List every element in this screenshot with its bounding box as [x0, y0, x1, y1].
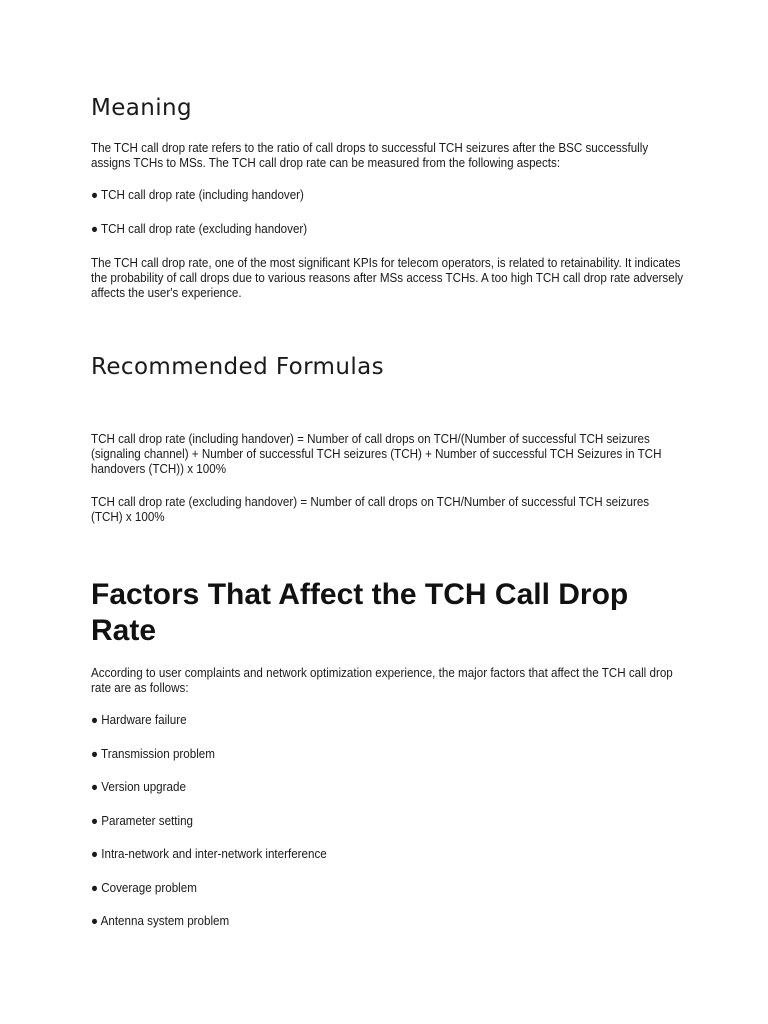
aspect-including-handover: ● TCH call drop rate (including handover)	[91, 188, 304, 202]
factor-item: ● Version upgrade	[91, 780, 186, 794]
meaning-intro: The TCH call drop rate refers to the ratio of call drops to successful TCH seizures after the BSC successfully assigns TCHs to MSs. The TCH call drop rate can be measured from the following aspects:	[91, 141, 649, 170]
factor-item: ● Antenna system problem	[91, 914, 230, 928]
factor-item: ● Coverage problem	[91, 881, 197, 895]
factor-item: ● Parameter setting	[91, 814, 194, 828]
factor-item: ● Hardware failure	[91, 713, 187, 727]
aspect-excluding-handover: ● TCH call drop rate (excluding handover)	[91, 222, 308, 236]
factor-item: ● Intra-network and inter-network interference	[91, 847, 327, 861]
factor-item: ● Transmission problem	[91, 747, 215, 761]
formula-excluding-handover: TCH call drop rate (excluding handover) = Number of call drops on TCH/Number of successful TCH seizures (TCH) x 100%	[91, 495, 650, 524]
meaning-description: The TCH call drop rate, one of the most significant KPIs for telecom operators, is related to retainability. It indicates the probability of call drops due to various reasons after MSs access TCHs. A too high TCH call drop rate adversely affects the user's experience.	[91, 256, 684, 300]
formula-including-handover: TCH call drop rate (including handover) = Number of call drops on TCH/(Number of successful TCH seizures (signaling channel) + Number of successful TCH seizures (TCH) + Number of successful TCH Seizures in TCH handovers (TCH)) x 100%	[91, 432, 662, 476]
factors-intro: According to user complaints and network optimization experience, the major factors that affect the TCH call drop rate are as follows:	[91, 666, 673, 695]
factors-heading-line2: Rate	[91, 614, 157, 647]
formulas-heading: Recommended Formulas	[91, 354, 384, 380]
factors-heading-line1: Factors That Affect the TCH Call Drop	[91, 578, 629, 611]
meaning-heading: Meaning	[91, 95, 193, 121]
factors-heading	[91, 577, 731, 649]
